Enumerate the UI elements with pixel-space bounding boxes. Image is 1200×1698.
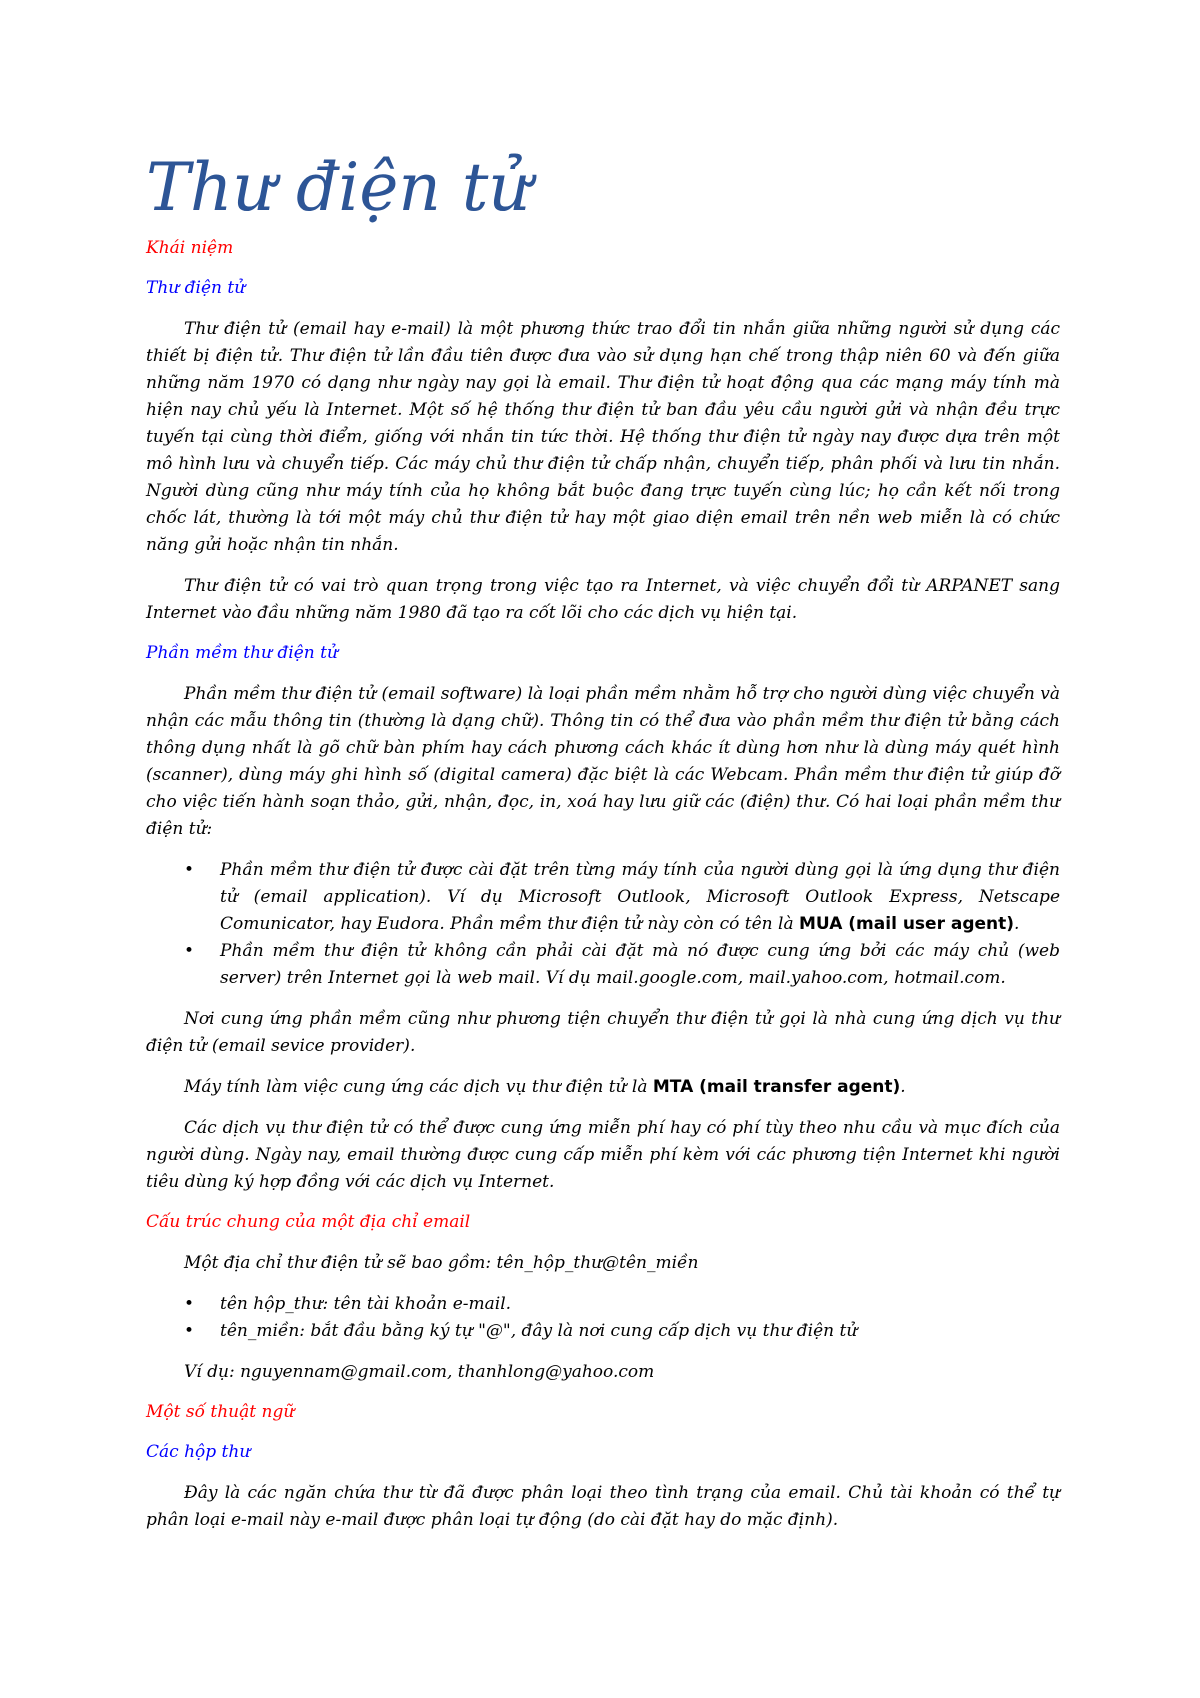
list-item: [146, 1318, 1060, 1345]
list-item-text: tên_miền: bắt đầu bằng ký tự "@", đây là nơi cung cấp dịch vụ thư điện tử: [220, 1321, 858, 1341]
heading-cau-truc: Cấu trúc chung của một địa chỉ email: [146, 1212, 471, 1232]
bullet-icon: •: [184, 1294, 195, 1314]
paragraph-software: Phần mềm thư điện tử (email software) là loại phần mềm nhằm hỗ trợ cho người dùng việc chuyển và nhận các mẫu thông tin (thường là dạng chữ). Thông tin có thể đưa vào phần mềm thư điện tử bằng cách thông dụng nhất là gõ chữ bàn phím hay cách phương cách khác ít dùng hơn như là dùng máy quét hình (scanner), dùng máy ghi hình số (digital camera) đặc biệt là các Webcam. Phần mềm thư điện tử giúp đỡ cho việc tiến hành soạn thảo, gửi, nhận, đọc, in, xoá hay lưu giữ các (điện) thư. Có hai loại phần mềm thư điện tử:: [146, 684, 1060, 839]
paragraph-example: Ví dụ: nguyennam@gmail.com, thanhlong@yahoo.com: [184, 1362, 655, 1382]
list-item-text: Phần mềm thư điện tử được cài đặt trên từng máy tính của người dùng gọi là ứng dụng thư điện tử (email application). Ví dụ Microsoft Outlook, Microsoft Outlook Express, Netscape Comunicator, hay Eudora. Phần mềm thư điện tử này còn có tên là: [220, 860, 1060, 934]
page-title: Thư điện tử: [146, 149, 531, 226]
term-mta: MTA (mail transfer agent): [652, 1077, 901, 1097]
term-mua: MUA (mail user agent): [799, 914, 1015, 934]
list-item-end: .: [1014, 914, 1020, 934]
heading-thuat-ngu: Một số thuật ngữ: [146, 1402, 295, 1422]
list-item: [146, 1291, 1060, 1318]
paragraph-address: Một địa chỉ thư điện tử sẽ bao gồm: tên_hộp_thư@tên_miền: [184, 1253, 699, 1273]
paragraph-services: Các dịch vụ thư điện tử có thể được cung ứng miễn phí hay có phí tùy theo nhu cầu và mục đích của người dùng. Ngày nay, email thường được cung cấp miễn phí kèm với các phương tiện Internet khi người tiêu dùng ký hợp đồng với các dịch vụ Internet.: [146, 1118, 1060, 1192]
paragraph-provider: Nơi cung ứng phần mềm cũng như phương tiện chuyển thư điện tử gọi là nhà cung ứng dịch vụ thư điện tử (email sevice provider).: [146, 1009, 1060, 1056]
list-item: [146, 857, 1060, 938]
mta-text: Máy tính làm việc cung ứng các dịch vụ thư điện tử là: [184, 1077, 653, 1097]
heading-thu-dien-tu: Thư điện tử: [146, 278, 246, 298]
paragraph-internet-role: Thư điện tử có vai trò quan trọng trong việc tạo ra Internet, và việc chuyển đổi từ ARPANET sang Internet vào đầu những năm 1980 đã tạo ra cốt lõi cho các dịch vụ hiện tại.: [146, 576, 1060, 623]
address-parts-list: [146, 1291, 1060, 1345]
list-item: [146, 938, 1060, 992]
heading-phan-mem: Phần mềm thư điện tử: [146, 643, 338, 663]
paragraph-mta: [146, 1074, 1060, 1101]
software-types-list: [146, 857, 1060, 992]
heading-hop-thu: Các hộp thư: [146, 1442, 251, 1462]
mta-end: .: [900, 1077, 906, 1097]
heading-khai-niem: Khái niệm: [146, 238, 234, 258]
bullet-icon: •: [184, 860, 195, 880]
list-item-text: tên hộp_thư: tên tài khoản e-mail.: [220, 1294, 512, 1314]
paragraph-definition: Thư điện tử (email hay e-mail) là một phương thức trao đổi tin nhắn giữa những người sử dụng các thiết bị điện tử. Thư điện tử lần đầu tiên được đưa vào sử dụng hạn chế trong thập niên 60 và đến giữa những năm 1970 có dạng như ngày nay gọi là email. Thư điện tử hoạt động qua các mạng máy tính mà hiện nay chủ yếu là Internet. Một số hệ thống thư điện tử ban đầu yêu cầu người gửi và nhận đều trực tuyến tại cùng thời điểm, giống với nhắn tin tức thời. Hệ thống thư điện tử ngày nay được dựa trên một mô hình lưu và chuyển tiếp. Các máy chủ thư điện tử chấp nhận, chuyển tiếp, phân phối và lưu tin nhắn. Người dùng cũng như máy tính của họ không bắt buộc đang trực tuyến cùng lúc; họ cần kết nối trong chốc lát, thường là tới một máy chủ thư điện tử hay một giao diện email trên nền web miễn là có chức năng gửi hoặc nhận tin nhắn.: [146, 319, 1060, 555]
paragraph-mailboxes: Đây là các ngăn chứa thư từ đã được phân loại theo tình trạng của email. Chủ tài khoản có thể tự phân loại e-mail này e-mail được phân loại tự động (do cài đặt hay do mặc định).: [146, 1483, 1060, 1530]
document-content: [146, 146, 1060, 1548]
list-item-text: Phần mềm thư điện tử không cần phải cài đặt mà nó được cung ứng bởi các máy chủ (web server) trên Internet gọi là web mail. Ví dụ mail.google.com, mail.yahoo.com, hotmail.com.: [220, 941, 1060, 988]
bullet-icon: •: [184, 1321, 195, 1341]
bullet-icon: •: [184, 941, 195, 961]
